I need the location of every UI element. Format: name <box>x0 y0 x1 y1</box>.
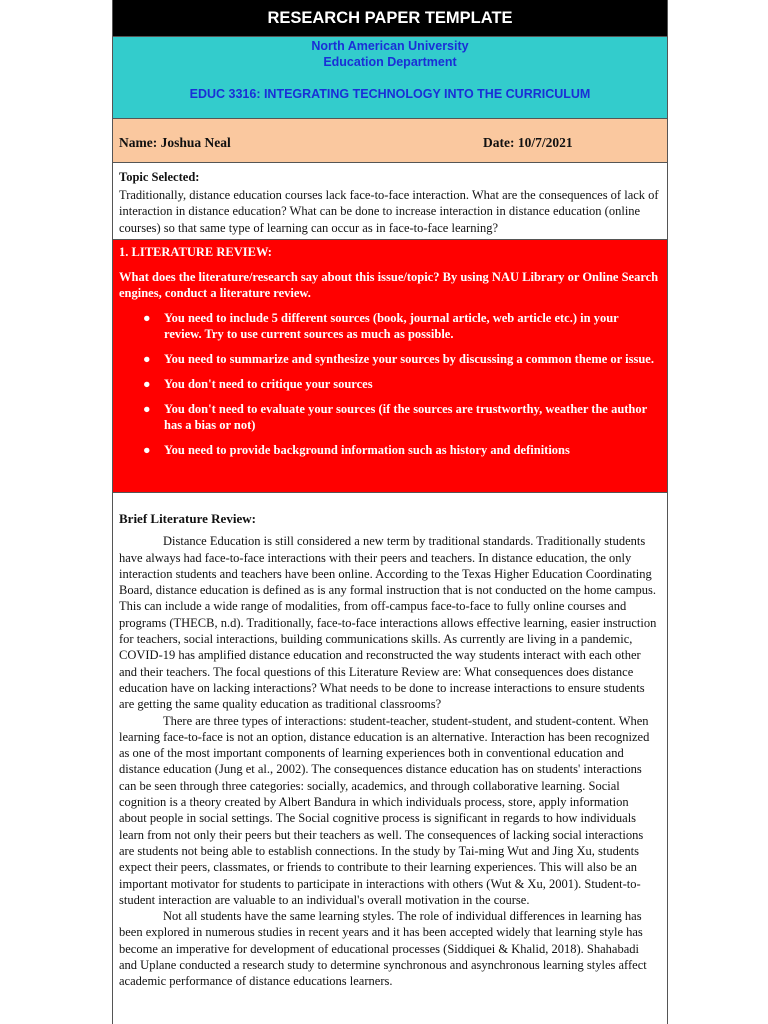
bullet-icon: ● <box>143 377 151 391</box>
literature-question: What does the literature/research say about this issue/topic? By using NAU Library or Online Search engines, conduct a literature review. <box>119 270 659 300</box>
topic-text: Traditionally, distance education courses lack face-to-face interaction. What are the consequences of lack of interaction in distance education? What can be done to increase interaction in distance education (online courses) so that same type of learning can occur as in face-to-face learning? <box>119 188 659 235</box>
student-name: Name: Joshua Neal <box>119 135 231 150</box>
instruction-text: You need to summarize and synthesize your sources by discussing a common theme or issue. <box>164 352 654 366</box>
department-name: Education Department <box>323 55 457 69</box>
bullet-icon: ● <box>143 443 151 457</box>
literature-review-body <box>113 493 667 990</box>
instruction-item <box>119 401 659 433</box>
bullet-icon: ● <box>143 352 151 366</box>
instruction-text: You don't need to critique your sources <box>164 377 373 391</box>
literature-heading: 1. LITERATURE REVIEW: <box>119 245 272 259</box>
bullet-icon: ● <box>143 311 151 325</box>
literature-instructions <box>113 240 667 493</box>
topic-section <box>113 163 667 240</box>
instruction-text: You don't need to evaluate your sources (if the sources are trustworthy, weather the author has a bias or not) <box>164 402 647 432</box>
document-title: RESEARCH PAPER TEMPLATE <box>113 0 667 37</box>
review-paragraph: Not all students have the same learning styles. The role of individual differences in learning has been explored in numerous studies in recent years and it has been accepted widely that learning style has become an imperative for development of educational processes (Siddiquei & Khalid, 2018). Shahabadi and Uplane conducted a research study to determine synchronous and asynchronous learning styles affect academic performance of distance educations learners. <box>119 909 647 989</box>
instruction-text: You need to provide background information such as history and definitions <box>164 443 570 457</box>
instruction-item <box>119 442 659 458</box>
university-name: North American University <box>311 39 469 53</box>
instruction-list <box>119 310 659 458</box>
review-paragraph: Distance Education is still considered a new term by traditional standards. Traditionally students have always had face-to-face interactions with their peers and teachers. In distance education, the only interaction students and teachers have been online. According to the Texas Higher Education Coordinating Board, distance education is defined as is any formal instruction that is not conducted on the home campus. This can include a wide range of modalities, from off-campus face-to-face to fully online courses and programs (THECB, n.d). Traditionally, face-to-face interactions allows effective learning, easier instruction for teachers, social interactions, building communications skills. As currently are living in a pandemic, COVID-19 has amplified distance education and reconstructed the way students interact with each other and their teachers. The focal questions of this Literature Review are: What consequences does distance education have on lacking interactions? What needs to be done to increase interactions to ensure students are getting the same quality education as traditional classrooms? <box>119 534 657 712</box>
instruction-item <box>119 351 659 367</box>
research-paper-document <box>112 0 668 1024</box>
review-heading: Brief Literature Review: <box>119 511 256 526</box>
review-paragraph: There are three types of interactions: student-teacher, student-student, and student-content. When learning face-to-face is not an option, distance education is an alternative. Interaction has been recognized as one of the most important components of learning experiences both in conventional education and distance education (Jung et al., 2002). The consequences distance education has on students' interactions can be seen through three categories: socially, academics, and through collaborative learning. Social cognition is a theory created by Albert Bandura in which individuals process, store, apply information about people in social settings. The Social cognitive process is significant in regards to how individuals learn from not only their peers but their teachers as well. The consequences of lacking social interactions are students not being able to establish connections. In the study by Tai-ming Wut and Jing Xu, students expect their peers, classmates, or friends to contribute to their learning experiences. This will also be an important motivator for students to participate in interactions with others (Wut & Xu, 2001). Student-to-student interaction are valuable to an individual's overall motivation in the course. <box>119 713 650 907</box>
university-header <box>113 37 667 119</box>
submission-date: Date: 10/7/2021 <box>483 135 573 150</box>
topic-heading: Topic Selected: <box>119 170 200 184</box>
instruction-item <box>119 310 659 342</box>
instruction-item <box>119 376 659 392</box>
student-info-row <box>113 119 667 163</box>
bullet-icon: ● <box>143 402 151 416</box>
instruction-text: You need to include 5 different sources (book, journal article, web article etc.) in your review. Try to use current sources as much as possible. <box>164 311 619 341</box>
course-title: EDUC 3316: INTEGRATING TECHNOLOGY INTO THE CURRICULUM <box>189 87 591 101</box>
